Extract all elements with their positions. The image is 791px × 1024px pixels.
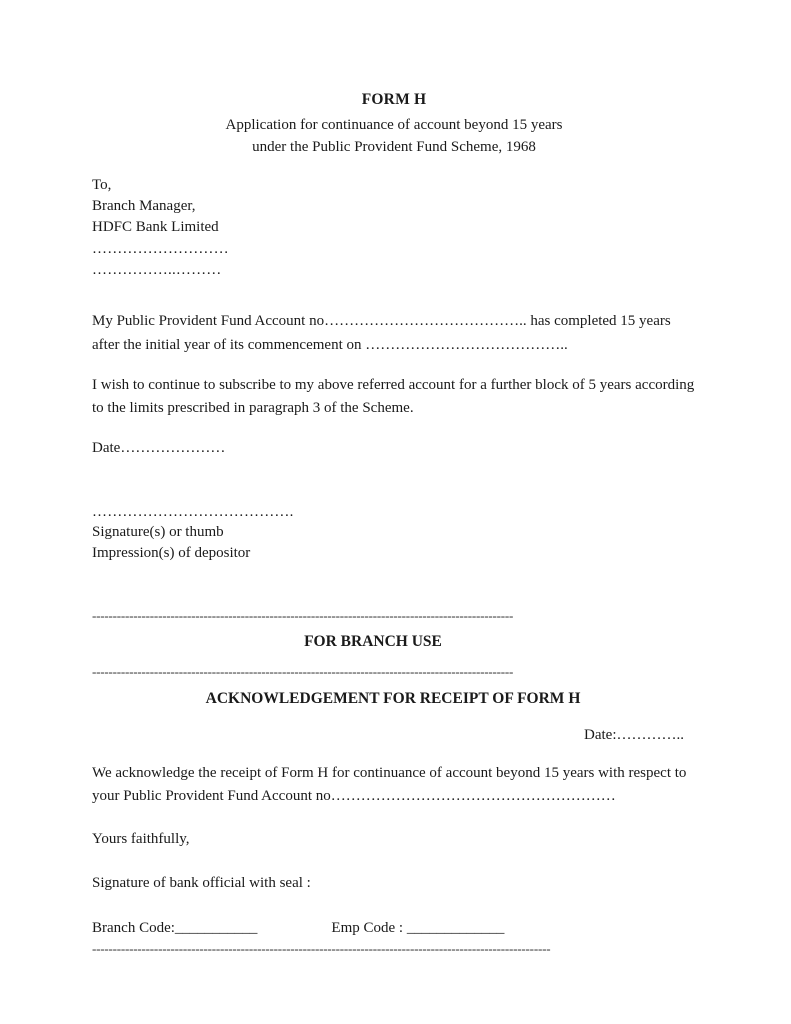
branch-code-label: Branch Code: (92, 920, 175, 937)
page-title: FORM H (361, 91, 427, 108)
separator-top: ------------------------------------------------------------------------------------------------------ (92, 608, 514, 622)
signature-caption-line-2: Impression(s) of depositor (92, 545, 251, 562)
continuance-request-paragraph: I wish to continue to subscribe to my above referred account for a further block of 5 years according to the limits prescribed in paragraph 3 of the Scheme. (92, 376, 695, 417)
addressee-block (92, 175, 696, 281)
addressee-bank-name: HDFC Bank Limited (92, 219, 219, 236)
document-subtitle-line-1: Application for continuance of account beyond 15 years (225, 117, 563, 134)
addressee-recipient: Branch Manager, (92, 198, 196, 215)
acknowledgement-heading: ACKNOWLEDGEMENT FOR RECEIPT OF FORM H (205, 689, 581, 707)
emp-code-label: Emp Code : (331, 920, 407, 937)
codes-row (92, 920, 696, 937)
separator-bottom: --------------------------------------------------------------------------------------------------------------- (92, 942, 551, 956)
document-subtitle-line-2: under the Public Provident Fund Scheme, 1968 (252, 139, 536, 156)
acknowledgement-date-field[interactable]: Date:………….. (584, 726, 684, 743)
acknowledgement-paragraph: We acknowledge the receipt of Form H for continuance of account beyond 15 years with respect to your Public Provident Fund Account no………………………………………………… (92, 764, 687, 804)
signature-blank-line[interactable]: …………………………………. (92, 503, 294, 520)
separator-middle: ------------------------------------------------------------------------------------------------------ (92, 664, 514, 678)
bank-official-signature-label: Signature of bank official with seal : (92, 875, 311, 892)
branch-code-input[interactable]: ___________ (174, 920, 258, 937)
addressee-blank-line-2[interactable]: ……………..……… (92, 262, 222, 279)
emp-code-input[interactable]: _____________ (406, 920, 505, 937)
addressee-salutation: To, (92, 176, 112, 193)
addressee-blank-line-1[interactable]: ……………………… (92, 240, 229, 257)
yours-faithfully-text: Yours faithfully, (92, 831, 190, 848)
for-branch-use-heading: FOR BRANCH USE (304, 632, 442, 650)
document-sheet (92, 0, 696, 955)
signature-caption-line-1: Signature(s) or thumb (92, 524, 224, 541)
depositor-date-field[interactable]: Date………………… (92, 440, 226, 457)
account-declaration-paragraph: My Public Provident Fund Account no………………………………….. has completed 15 years after the initial year of its commencement on ………………………………….. (92, 313, 671, 353)
